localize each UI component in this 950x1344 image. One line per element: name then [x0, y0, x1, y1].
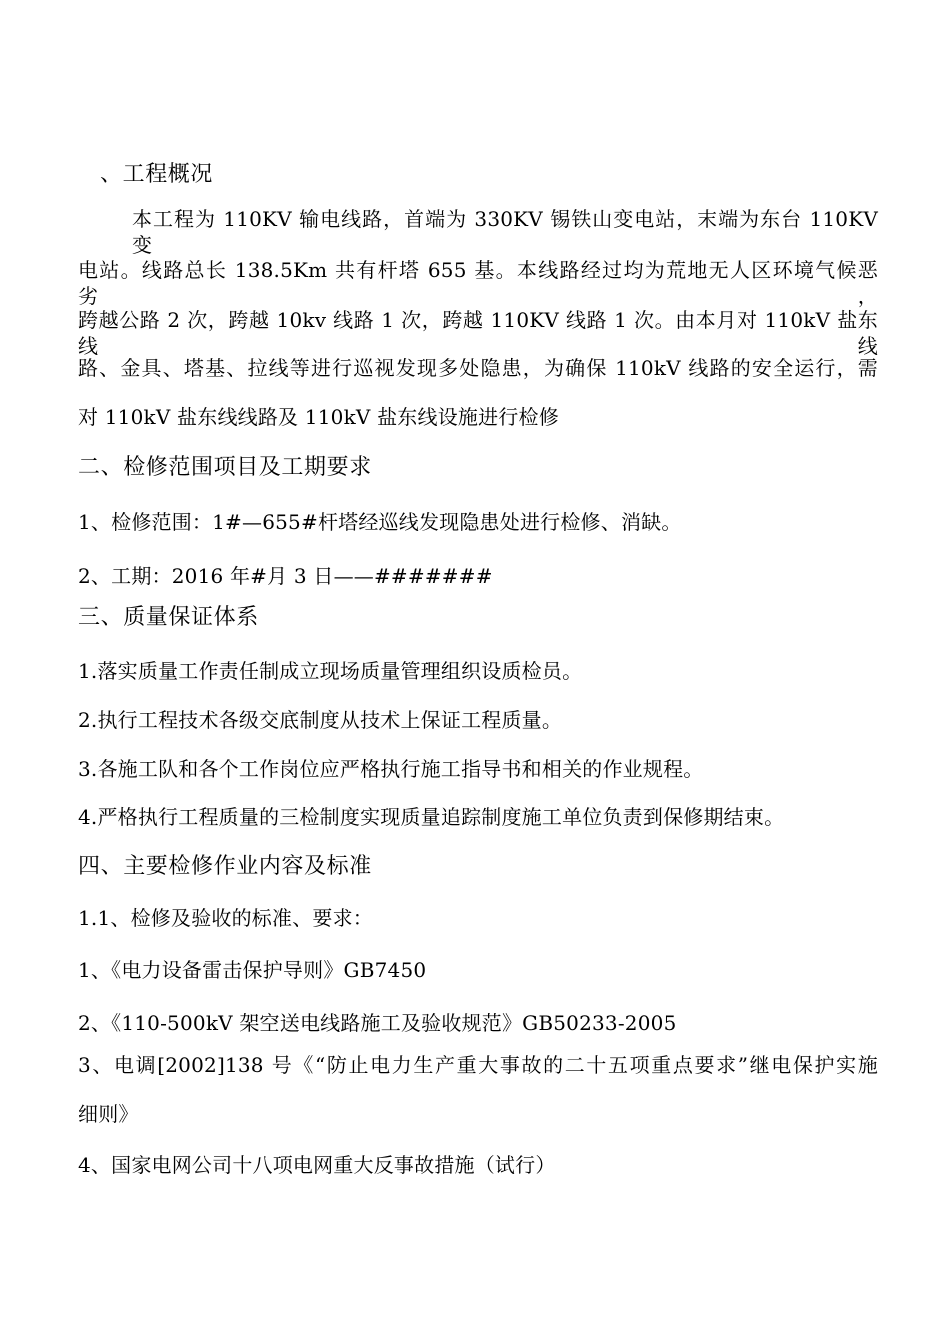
standards-item: 1.1、检修及验收的标准、要求： — [78, 906, 374, 930]
standards-item: 2、《110-500kV 架空送电线路施工及验收规范》GB50233-2005 — [78, 1011, 677, 1035]
standards-item: 3、电调[2002]138 号《“防止电力生产重大事故的二十五项重点要求”继电保护实施 — [78, 1053, 878, 1077]
overview-paragraph-line: 路、金具、塔基、拉线等进行巡视发现多处隐患，为确保 110kV 线路的安全运行，需 — [78, 356, 878, 380]
overview-paragraph-line: 电站。线路总长 138.5Km 共有杆塔 655 基。本线路经过均为荒地无人区环境气候恶劣， — [78, 258, 878, 308]
quality-item: 1.落实质量工作责任制成立现场质量管理组织设质检员。 — [78, 659, 583, 683]
overview-paragraph-line: 跨越公路 2 次，跨越 10kv 线路 1 次，跨越 110KV 线路 1 次。由本月对 110kV 盐东线线 — [78, 308, 878, 358]
quality-item: 4.严格执行工程质量的三检制度实现质量追踪制度施工单位负责到保修期结束。 — [78, 805, 785, 829]
heading-quality-assurance: 三、质量保证体系 — [78, 605, 259, 630]
heading-scope-and-schedule: 二、检修范围项目及工期要求 — [78, 455, 372, 480]
standards-item-continuation: 细则》 — [78, 1102, 139, 1126]
heading-main-work-and-standards: 四、主要检修作业内容及标准 — [78, 854, 372, 879]
quality-item: 2.执行工程技术各级交底制度从技术上保证工程质量。 — [78, 708, 563, 732]
overview-paragraph-line: 对 110kV 盐东线线路及 110kV 盐东线设施进行检修 — [78, 405, 559, 429]
standards-item: 1、《电力设备雷击保护导则》GB7450 — [78, 958, 427, 982]
standards-item: 4、国家电网公司十八项电网重大反事故措施（试行） — [78, 1153, 556, 1177]
overview-paragraph-line: 本工程为 110KV 输电线路，首端为 330KV 锡铁山变电站，末端为东台 110KV 变 — [132, 207, 878, 257]
quality-item: 3.各施工队和各个工作岗位应严格执行施工指导书和相关的作业规程。 — [78, 757, 704, 781]
scope-item: 1、检修范围：1#—655#杆塔经巡线发现隐患处进行检修、消缺。 — [78, 510, 682, 534]
schedule-item: 2、工期：2016 年#月 3 日——####### — [78, 564, 493, 588]
heading-project-overview: 、工程概况 — [100, 162, 214, 187]
